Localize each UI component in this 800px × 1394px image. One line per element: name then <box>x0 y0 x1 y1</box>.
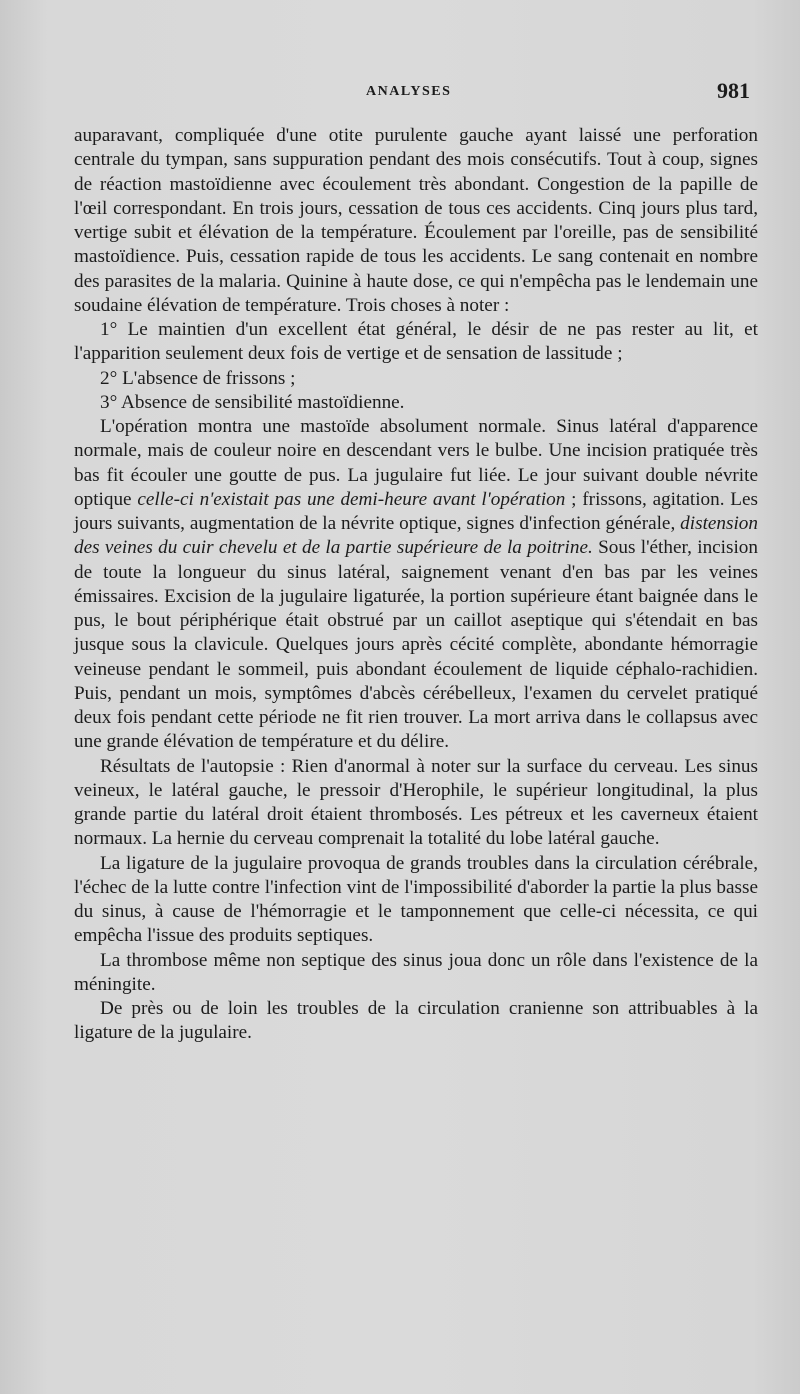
paragraph-autopsy: Résultats de l'autopsie : Rien d'anormal à noter sur la surface du cerveau. Les sinus veineux, le latéral gauche, le pressoir d'Herophile, le supérieur longitudinal, la plus grande partie du latéral droit étaient thrombosés. Les pétreux et les caverneux étaient normaux. La hernie du cerveau comprenait la totalité du lobe latéral gauche. <box>74 755 758 850</box>
paragraph-ligature: La ligature de la jugulaire provoqua de grands troubles dans la circulation cérébrale, l'échec de la lutte contre l'infection vint de l'impossibilité d'aborder la partie la plus basse du sinus, à cause de l'hémorragie et le tamponnement que celle-ci nécessita, ce qui empêcha l'issue des produits septiques. <box>74 852 758 947</box>
paragraph-conclusion: De près ou de loin les troubles de la circulation cranienne son attribuables à la ligature de la jugulaire. <box>74 998 758 1044</box>
italic-remark: distension des veines du cuir chevelu et de la partie supérieure de la poitrine. <box>74 513 758 559</box>
paragraph-point-2: 2° L'absence de frissons ; <box>100 367 296 389</box>
article-body <box>74 124 758 1046</box>
paragraph-point-1: 1° Le maintien d'un excellent état général, le désir de ne pas rester au lit, et l'apparition seulement deux fois de vertige et de sensation de lassitude ; <box>74 319 758 365</box>
paragraph-operation: L'opération montra une mastoïde absolument normale. Sinus latéral d'apparence normale, mais de couleur noire en descendant vers le bulbe. Une incision pratiquée très bas fit écouler une goutte de pus. La jugulaire fut liée. Le jour suivant double névrite optique celle-ci n'existait pas une demi-heure avant l'opération ; frissons, agitation. Les jours suivants, augmentation de la névrite optique, signes d'infection générale, distension des veines du cuir chevelu et de la partie supérieure de la poitrine. Sous l'éther, incision de toute la longueur du sinus latéral, saignement venant d'en bas par les veines émissaires. Excision de la jugulaire ligaturée, la portion supérieure étant baignée dans le pus, le bout périphérique était obstrué par un caillot aseptique qui s'étendait en bas jusque sous la clavicule. Quelques jours après cécité complète, abondante hémorragie veineuse pendant le sommeil, puis abondant écoulement de liquide céphalo-rachidien. Puis, pendant un mois, symptômes d'abcès cérébelleux, l'examen du cervelet pratiqué deux fois pendant cette période ne fit rien trouver. La mort arriva dans le collapsus avec une grande élévation de température et du délire. <box>74 416 759 753</box>
italic-remark: celle-ci n'existait pas une demi-heure avant l'opération <box>137 488 566 510</box>
paragraph-case-history: auparavant, compliquée d'une otite purulente gauche ayant laissé une perforation centrale du tympan, sans suppuration pendant des mois consécutifs. Tout à coup, signes de réaction mastoïdienne avec écoulement très abondant. Congestion de la papille de l'œil correspondant. En trois jours, cessation de tous ces accidents. Cinq jours plus tard, vertige subit et élévation de la température. Écoulement par l'oreille, pas de sensibilité mastoïdience. Puis, cessation rapide de tous les accidents. Le sang contenait en nombre des parasites de la malaria. Quinine à haute dose, ce qui n'empêcha pas le lendemain une soudaine élévation de température. Trois choses à noter : <box>74 125 758 316</box>
page-number: 981 <box>717 78 750 103</box>
paragraph-point-3: 3° Absence de sensibilité mastoïdienne. <box>100 391 405 413</box>
paragraph-thrombosis: La thrombose même non septique des sinus joua donc un rôle dans l'existence de la méningite. <box>74 949 758 995</box>
running-title: ANALYSES <box>366 84 452 99</box>
page-header <box>74 78 760 108</box>
